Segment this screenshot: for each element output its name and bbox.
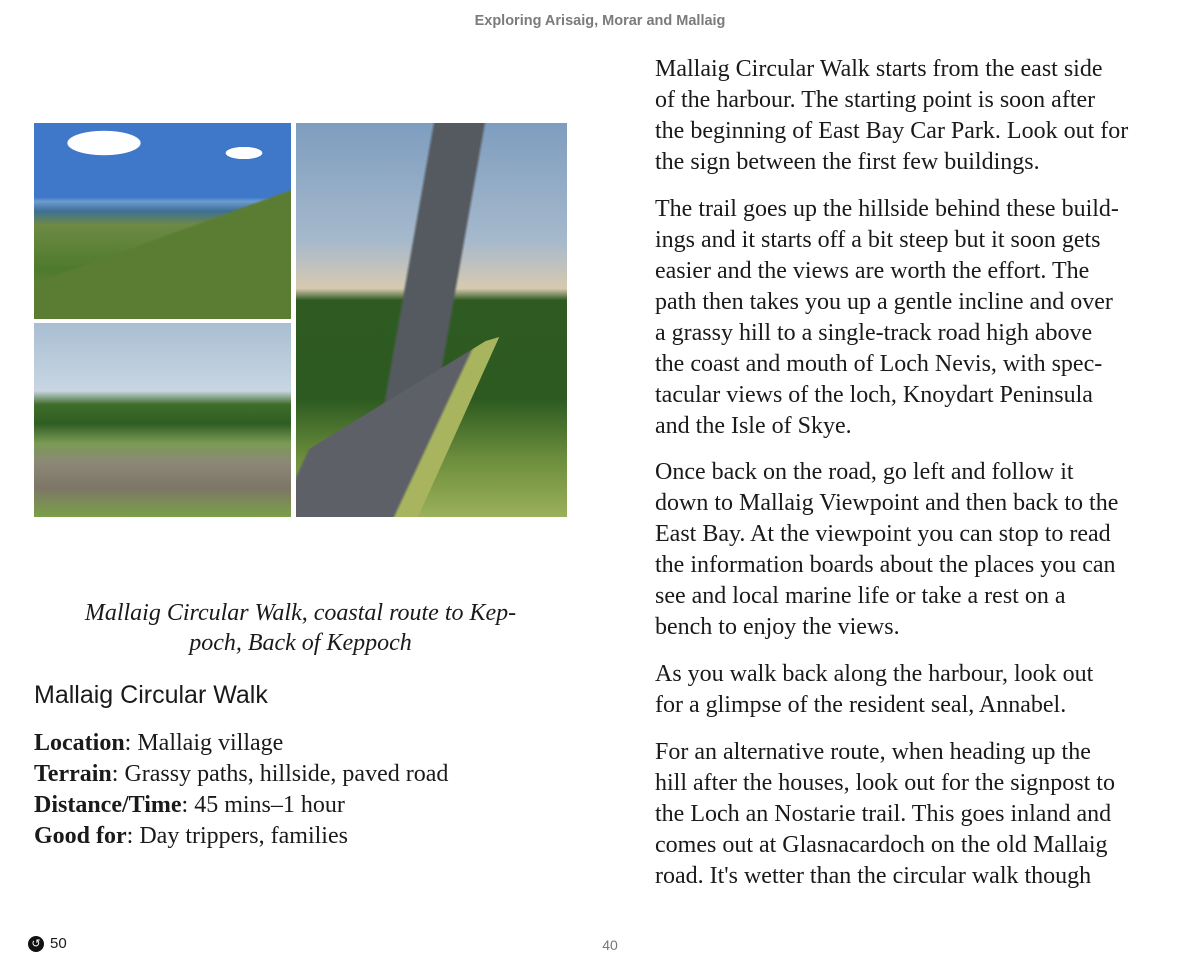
info-value: : Day trippers, families <box>126 823 348 849</box>
info-good-for <box>34 821 448 852</box>
paragraph-line: of the harbour. The starting point is soon after <box>655 87 1096 113</box>
info-distance <box>34 790 448 821</box>
paragraph <box>655 54 1128 178</box>
walk-title: Mallaig Circular Walk <box>34 681 268 709</box>
info-location <box>34 728 448 759</box>
photo-shoreline <box>34 323 291 517</box>
paragraph <box>655 457 1118 643</box>
info-label: Good for <box>34 823 127 849</box>
paragraph-line: the sign between the first few buildings. <box>655 149 1040 175</box>
paragraph-line: bench to enjoy the views. <box>655 614 900 640</box>
paragraph-line: a grassy hill to a single-track road high above <box>655 320 1093 346</box>
info-terrain <box>34 759 448 790</box>
paragraph <box>655 659 1093 721</box>
paragraph-line: hill after the houses, look out for the signpost to <box>655 770 1115 796</box>
page-number: 40 <box>602 937 618 953</box>
info-label: Terrain <box>34 761 112 787</box>
back-arrow-icon: ↺ <box>28 936 44 952</box>
paragraph-line: East Bay. At the viewpoint you can stop to read <box>655 521 1111 547</box>
paragraph-line: As you walk back along the harbour, look out <box>655 661 1094 687</box>
paragraph-line: Once back on the road, go left and follow it <box>655 459 1074 485</box>
paragraph-line: road. It's wetter than the circular walk though <box>655 863 1092 889</box>
photo-caption: Mallaig Circular Walk, coastal route to Kep- <box>84 600 517 626</box>
paragraph-line: see and local marine life or take a rest on a <box>655 583 1066 609</box>
paragraph-line: the coast and mouth of Loch Nevis, with spec- <box>655 351 1103 377</box>
paragraph-line: Mallaig Circular Walk starts from the east side <box>655 56 1103 82</box>
walk-info <box>34 728 448 852</box>
book-title: Exploring Arisaig, Morar and Mallaig <box>474 13 726 29</box>
paragraph-line: comes out at Glasnacardoch on the old Mallaig <box>655 832 1108 858</box>
paragraph-line: the information boards about the places you can <box>655 552 1116 578</box>
photo-road <box>296 123 567 517</box>
paragraph-line: down to Mallaig Viewpoint and then back to the <box>655 490 1119 516</box>
paragraph-line: easier and the views are worth the effort. The <box>655 258 1090 284</box>
back-page-number: 50 <box>50 935 67 952</box>
info-value: : Mallaig village <box>124 730 284 756</box>
paragraph-line: path then takes you up a gentle incline and over <box>655 289 1113 315</box>
paragraph <box>655 737 1115 892</box>
paragraph-line: and the Isle of Skye. <box>655 413 852 439</box>
photo-caption: poch, Back of Keppoch <box>189 630 412 656</box>
paragraph-line: the Loch an Nostarie trail. This goes inland and <box>655 801 1112 827</box>
info-label: Distance/Time <box>34 792 182 818</box>
info-value: : 45 mins–1 hour <box>181 792 345 818</box>
paragraph-line: The trail goes up the hillside behind these build- <box>655 196 1119 222</box>
photo-coastal-path <box>34 123 291 319</box>
paragraph-line: tacular views of the loch, Knoydart Peninsula <box>655 382 1093 408</box>
paragraph-line: for a glimpse of the resident seal, Annabel. <box>655 692 1067 718</box>
paragraph <box>655 194 1119 442</box>
paragraph-line: the beginning of East Bay Car Park. Look out for <box>655 118 1129 144</box>
paragraph-line: ings and it starts off a bit steep but it soon gets <box>655 227 1101 253</box>
paragraph-line: For an alternative route, when heading up the <box>655 739 1091 765</box>
info-value: : Grassy paths, hillside, paved road <box>111 761 449 787</box>
info-label: Location <box>34 730 125 756</box>
